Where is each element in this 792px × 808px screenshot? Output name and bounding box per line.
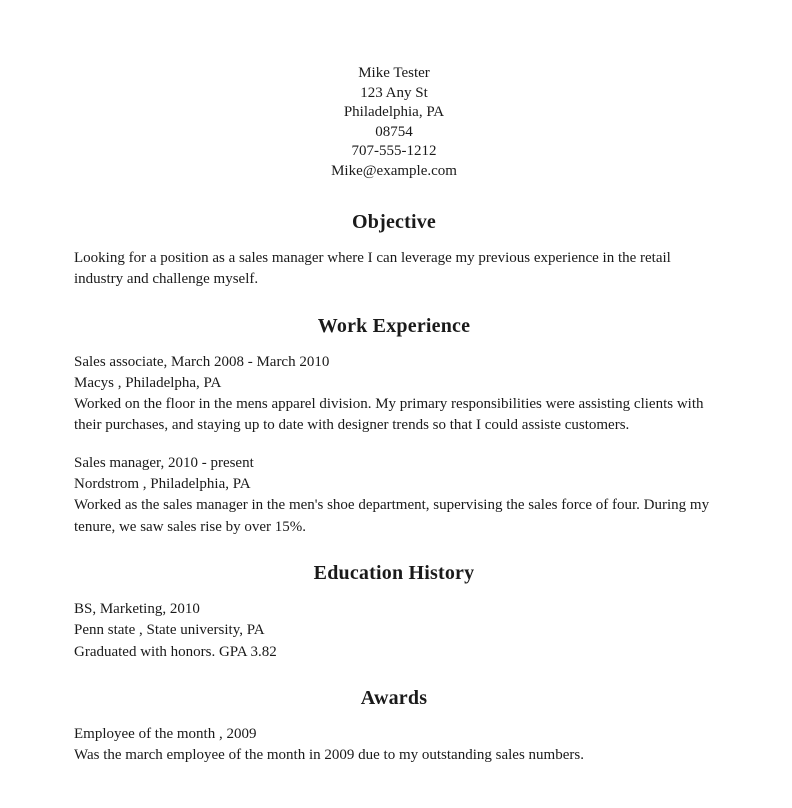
work-experience-section xyxy=(74,315,714,538)
objective-heading: Objective xyxy=(352,211,436,233)
education-degree: BS, Marketing, 2010 xyxy=(74,600,200,617)
education-heading: Education History xyxy=(313,561,475,584)
work-role-dates: Sales associate, March 2008 - March 2010 xyxy=(74,353,330,370)
work-description: Worked as the sales manager in the men's shoe department, supervising the sales force of four. During my tenure, we saw sales rise by over 15%. xyxy=(74,497,710,535)
work-company-location: Nordstrom , Philadelphia, PA xyxy=(74,476,251,493)
education-description: Graduated with honors. GPA 3.82 xyxy=(74,643,277,660)
education-school-location: Penn state , State university, PA xyxy=(74,622,265,639)
email-address: Mike@example.com xyxy=(331,162,457,179)
education-entry xyxy=(74,599,714,663)
work-entry xyxy=(74,352,714,437)
award-description: Was the march employee of the month in 2009 due to my outstanding sales numbers. xyxy=(74,747,584,764)
phone-number: 707-555-1212 xyxy=(351,143,437,159)
education-section xyxy=(74,562,714,663)
zip-code: 08754 xyxy=(375,123,413,140)
candidate-name: Mike Tester xyxy=(358,65,430,81)
awards-heading: Awards xyxy=(360,686,428,709)
contact-header xyxy=(74,64,714,181)
work-description: Worked on the floor in the mens apparel division. My primary responsibilities were assisting clients with their purchases, and staying up to date with designer trends so that I could assiste customers. xyxy=(74,396,704,434)
award-entry xyxy=(74,724,714,767)
objective-section xyxy=(74,211,714,291)
work-company-location: Macys , Philadelpha, PA xyxy=(74,374,222,391)
awards-section xyxy=(74,687,714,767)
street-address: 123 Any St xyxy=(360,84,428,101)
objective-text: Looking for a position as a sales manager where I can leverage my previous experience in the retail industry and challenge myself. xyxy=(74,250,671,288)
city-state: Philadelphia, PA xyxy=(343,104,445,120)
work-entry xyxy=(74,453,714,538)
work-role-dates: Sales manager, 2010 - present xyxy=(74,454,254,471)
award-title: Employee of the month , 2009 xyxy=(74,725,257,742)
work-experience-heading: Work Experience xyxy=(317,314,471,337)
